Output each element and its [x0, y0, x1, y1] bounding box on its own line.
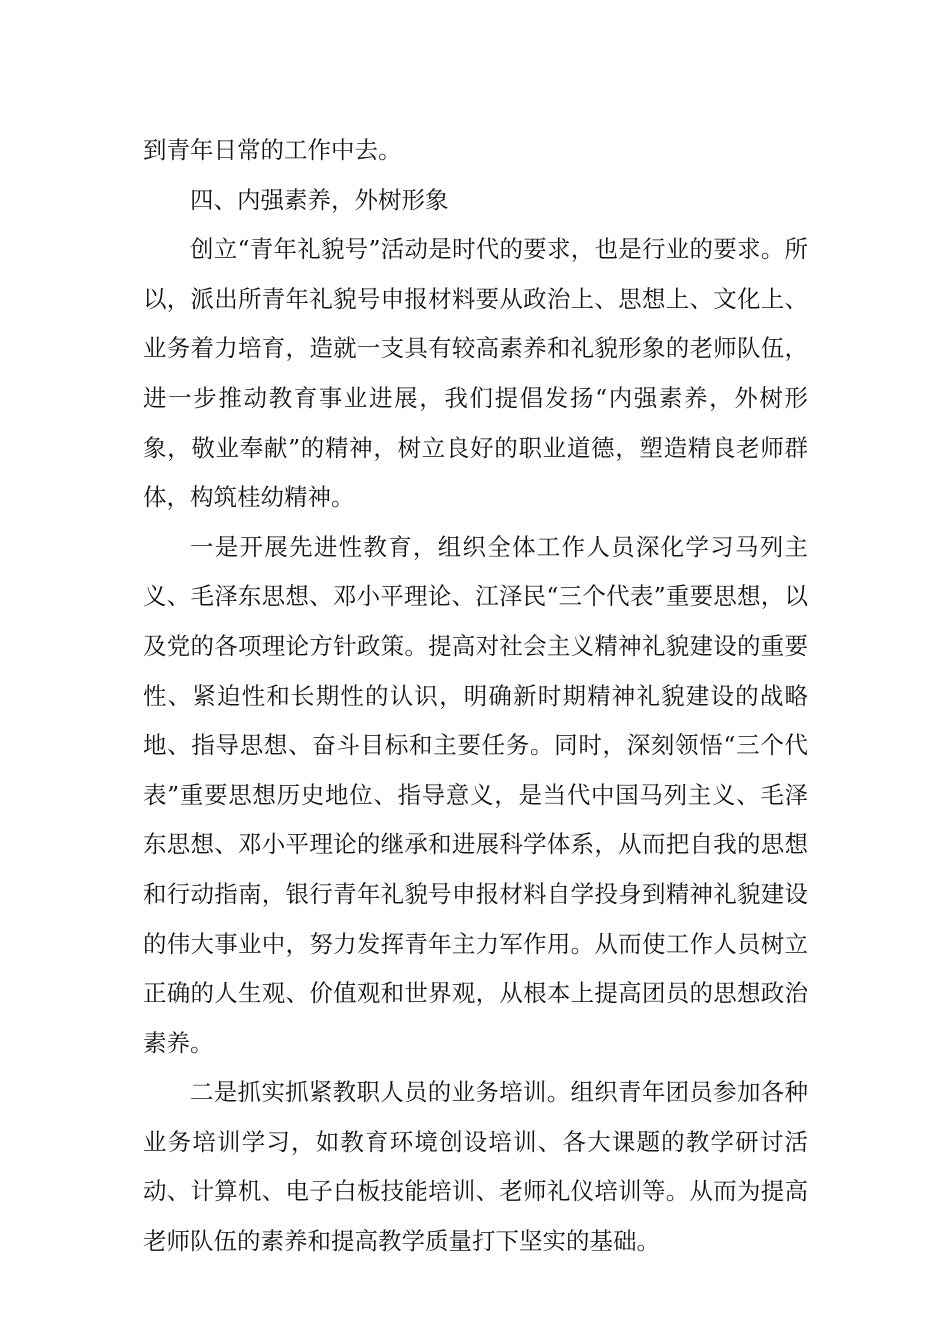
section-heading: 四、内强素养，外树形象	[190, 185, 449, 214]
paragraph-point-two: 二是抓实抓紧教职人员的业务培训。组织青年团员参加各种业务培训学习，如教育环境创设培训、各大课题的教学研讨活动、计算机、电子白板技能培训、老师礼仪培训等。从而为提高老师队伍的素养和提高教学质量打下坚实的基础。	[143, 1078, 808, 1256]
paragraph-point-one: 一是开展先进性教育，组织全体工作人员深化学习马列主义、毛泽东思想、邓小平理论、江泽民“三个代表”重要思想，以及党的各项理论方针政策。提高对社会主义精神礼貌建设的重要性、紧迫性和长期性的认识，明确新时期精神礼貌建设的战略地、指导思想、奋斗目标和主要任务。同时，深刻领悟“三个代表”重要思想历史地位、指导意义，是当代中国马列主义、毛泽东思想、邓小平理论的继承和进展科学体系，从而把自我的思想和行动指南，银行青年礼貌号申报材料自学投身到精神礼貌建设的伟大事业中，努力发挥青年主力军作用。从而使工作人员树立正确的人生观、价值观和世界观，从根本上提高团员的思想政治素养。	[143, 532, 808, 1057]
paragraph-intro: 创立“青年礼貌号”活动是时代的要求，也是行业的要求。所以，派出所青年礼貌号申报材料要从政治上、思想上、文化上、业务着力培育，造就一支具有较高素养和礼貌形象的老师队伍，进一步推动教育事业进展，我们提倡发扬“内强素养，外树形象，敬业奉献”的精神，树立良好的职业道德，塑造精良老师群体，构筑桂幼精神。	[143, 235, 808, 512]
paragraph-continuation: 到青年日常的工作中去。	[143, 136, 402, 164]
document-body	[143, 126, 808, 1267]
